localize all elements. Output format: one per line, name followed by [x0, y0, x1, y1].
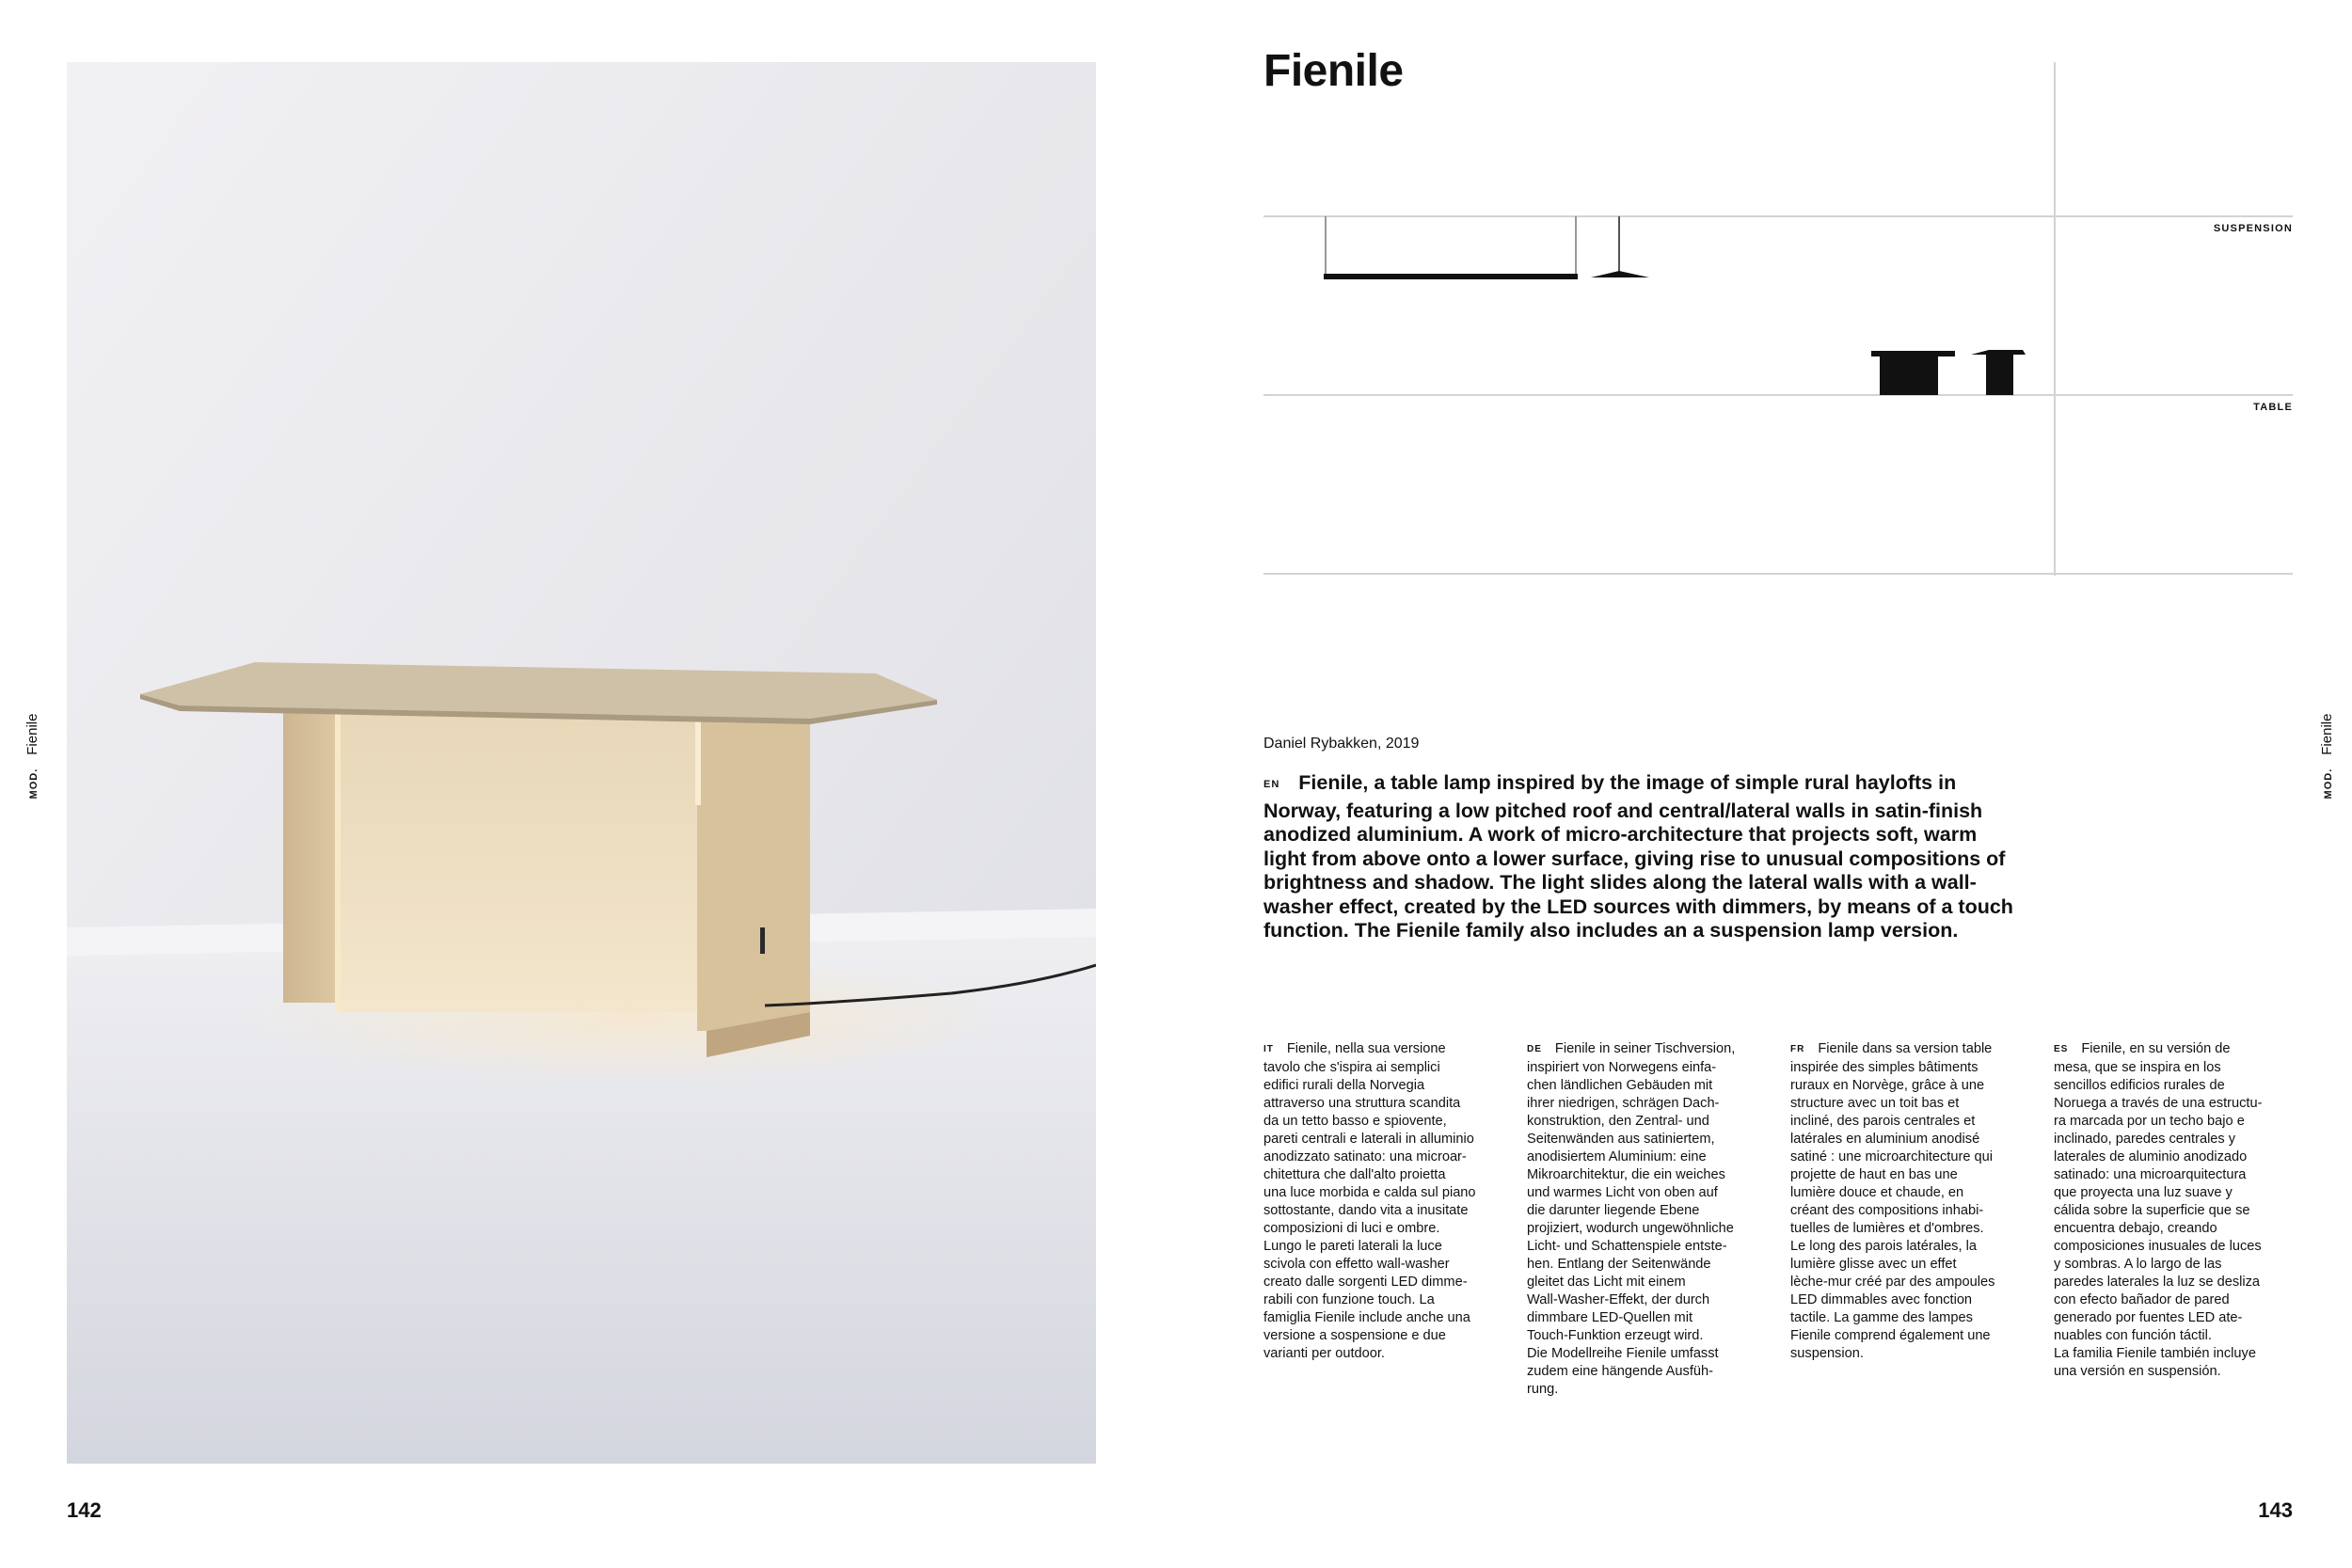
running-head-name: Fienile [2319, 713, 2335, 755]
fienile-table-lamp-photo [67, 62, 1096, 1464]
running-head-prefix: MOD. [2323, 768, 2334, 800]
description-fr [1790, 1040, 2029, 1363]
product-title: Fienile [1263, 46, 1404, 96]
running-head-prefix: MOD. [28, 768, 40, 800]
suspension-front-silhouette [1324, 216, 1578, 279]
page-number-right: 143 [2258, 1498, 2293, 1522]
description-fr-text: Fienile dans sa version table inspirée des simples bâtiments ruraux en Norvège, grâce à une structure avec un toit bas et incliné, des parois centrales et latérales en aluminium anodisé satiné : une microarchitecture qui projette de haut en bas une lumière douce et chaude, en créant des compositions inhabi- tuelles de lumières et d'ombres. Le long des parois latérales, la lumière glisse avec un effet lèche-mur créé par des ampoules LED dimmables avec fonction tactile. La gamme des lampes Fienile comprend également une suspension. [1790, 1041, 1995, 1361]
description-es [2054, 1040, 2293, 1381]
label-suspension: SUSPENSION [2213, 223, 2293, 234]
lang-code-de: DE [1527, 1044, 1542, 1054]
page-number-left: 142 [67, 1498, 102, 1522]
description-en-text: Fienile, a table lamp inspired by the image of simple rural haylofts in Norway, featuring a low pitched roof and central/lateral walls in satin-finish anodized aluminium. A work of micro-architecture that projects soft, warm light from above onto a lower surface, giving rise to unusual compositions of brightness and shadow. The light slides along the lateral walls with a wall-washer effect, created by the LED sources with dimmers, by means of a touch function. The Fienile family also includes an a suspension lamp version. [1263, 771, 2013, 942]
lang-code-fr: FR [1790, 1044, 1805, 1054]
label-table: TABLE [2253, 402, 2293, 413]
product-silhouettes [1263, 62, 2293, 576]
lang-code-it: IT [1263, 1044, 1274, 1054]
description-it-text: Fienile, nella sua versione tavolo che s'ispira ai semplici edifici rurali della Norvegia attraverso una struttura scandita da un tetto basso e spiovente, pareti centrali e laterali in alluminio anodizzato satinato: una microar- chitettura che dall'alto proietta una luce morbida e calda sul piano sottostante, dando vita a inusitate composizioni di luci e ombre. Lungo le pareti laterali la luce scivola con effetto wall-washer creato dalle sorgenti LED dimme- rabili con funzione touch. La famiglia Fienile include anche una versione a sospensione e due varianti per outdoor. [1263, 1041, 1476, 1361]
product-photo [67, 62, 1096, 1464]
description-de-text: Fienile in seiner Tischversion, inspiriert von Norwegens einfa- chen ländlichen Gebäuden mit ihrer niedrigen, schrägen Dach- konstruktion, den Zentral- und Seitenwänden aus satiniertem, anodisiertem Aluminium: eine Mikroarchitektur, die ein weiches und warmes Licht von oben auf die darunter liegende Ebene projiziert, wodurch ungewöhnliche Licht- und Schattenspiele entste- hen. Entlang der Seitenwände gleitet das Licht mit einem Wall-Washer-Effekt, der durch dimmbare LED-Quellen mit Touch-Funktion erzeugt wird. Die Modellreihe Fienile umfasst zudem eine hängende Ausfüh- rung. [1527, 1041, 1736, 1397]
description-es-text: Fienile, en su versión de mesa, que se inspira en los sencillos edificios rurales de Noruega a través de una estructu- ra marcada por un techo bajo e inclinado, paredes centrales y laterales de aluminio anodizado satinado: una microarquitectura que proyecta una luz suave y cálida sobre la superficie que se encuentra debajo, creando composiciones inusuales de luces y sombras. A lo largo de las paredes laterales la luz se desliza con efecto bañador de pared generado por fuentes LED ate- nuables con función táctil. La familia Fienile también incluye una versión en suspensión. [2054, 1041, 2263, 1379]
description-de [1527, 1040, 1766, 1399]
designer-credit: Daniel Rybakken, 2019 [1263, 736, 1420, 752]
dimension-diagram [1263, 62, 2293, 576]
suspension-side-silhouette [1591, 216, 1649, 277]
description-it [1263, 1040, 1502, 1363]
running-head-left [22, 615, 44, 897]
table-side-silhouette [1971, 350, 2026, 395]
description-en [1263, 771, 2016, 943]
running-head-right [2316, 615, 2339, 897]
running-head-name: Fienile [24, 713, 40, 755]
lang-code-en: EN [1263, 779, 1280, 790]
lang-code-es: ES [2054, 1044, 2069, 1054]
table-front-silhouette [1871, 351, 1955, 395]
